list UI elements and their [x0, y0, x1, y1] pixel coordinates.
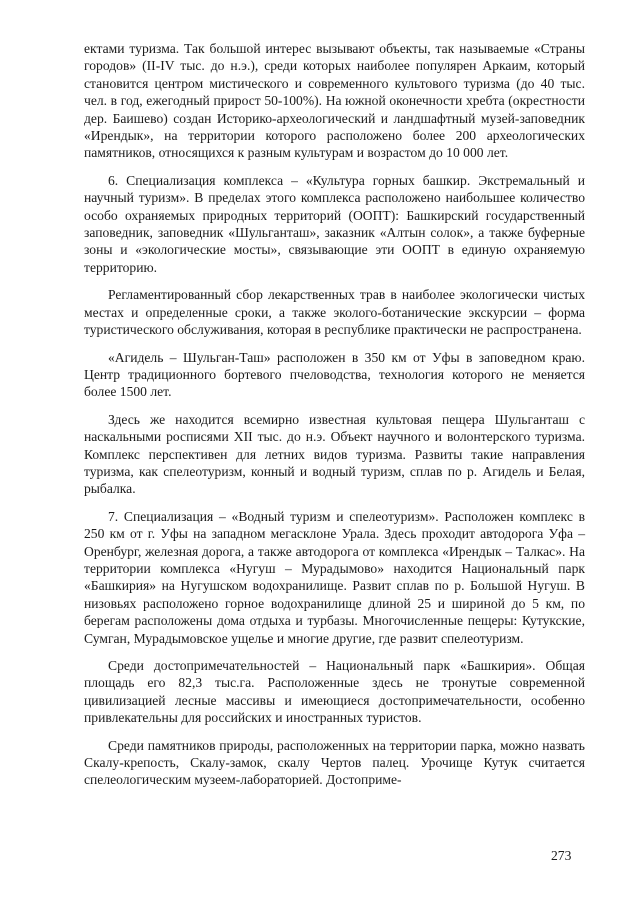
- paragraph-2: 6. Специализация комплекса – «Культура горных башкир. Экстремальный и научный туризм». В пределах этого комплекса расположено наибольшее количество особо охраняемых природных территорий (ООПТ): Башкирский государственный заповедник, заповедник «Шульганташ», заказник «Алтын солок», а также буферные зоны и «экологические мосты», связывающие эти ООПТ в единую охраняемую территорию.: [84, 172, 585, 275]
- paragraph-6: 7. Специализация – «Водный туризм и спелеотуризм». Расположен комплекс в 250 км от г. Уфы на западном мегасклоне Урала. Здесь проходит автодорога Уфа – Оренбург, железная дорога, а также автодорога от комплекса «Ирендык – Талкас». На территории комплекса «Нугуш – Мурадымово» находится Национальный парк «Башкирия» на Нугушском водохранилище. Развит сплав по р. Большой Нугуш. В низовьях расположено горное водохранилище длиной 25 и шириной до 5 км, по берегам расположены дома отдыха и турбазы. Многочисленные пещеры: Кутукские, Сумган, Мурадымовское ущелье и многие другие, где развит спелеотуризм.: [84, 508, 585, 646]
- paragraph-1: ектами туризма. Так большой интерес вызывают объекты, так называемые «Страны городов» (II-IV тыс. до н.э.), среди которых наиболее популярен Аркаим, который становится центром мистического и современного культового туризма (до 40 тыс. чел. в год, ежегодный прирост 50-100%). На южной оконечности хребта (окрестности дер. Баишево) создан Историко-археологический и ландшафтный музей-заповедник «Ирендык», на территории которого расположено более 200 археологических памятников, относящихся к разным культурам и возрастом до 10 000 лет.: [84, 41, 585, 161]
- paragraph-8: Среди памятников природы, расположенных на территории парка, можно назвать Скалу-крепость, Скалу-замок, скалу Чертов палец. Урочище Кутук считается спелеологическим музеем-лабораторией. Достоприме-: [84, 737, 585, 788]
- paragraph-4: «Агидель – Шульган-Таш» расположен в 350 км от Уфы в заповедном краю. Центр традиционного бортевого пчеловодства, технология которого не меняется более 1500 лет.: [84, 349, 585, 400]
- paragraph-7: Среди достопримечательностей – Национальный парк «Башкирия». Общая площадь его 82,3 тыс.га. Расположенные здесь не тронутые современной цивилизацией лесные массивы и имеющиеся достопримечательности, особенно привлекательны для российских и иностранных туристов.: [84, 658, 585, 726]
- body-text: [84, 40, 585, 799]
- paragraph-3: Регламентированный сбор лекарственных трав в наиболее экологически чистых местах и определенные сроки, а также эколого-ботанические экскурсии – форма туристического обслуживания, которая в республике практически не распространена.: [84, 287, 585, 338]
- paragraph-5: Здесь же находится всемирно известная культовая пещера Шульганташ с наскальными росписями XII тыс. до н.э. Объект научного и волонтерского туризма. Комплекс перспективен для летних видов туризма. Развиты такие направления туризма, как спелеотуризм, конный и водный туризм, сплав по р. Агидель и Белая, рыбалка.: [84, 411, 585, 497]
- page-number: 273: [551, 848, 572, 863]
